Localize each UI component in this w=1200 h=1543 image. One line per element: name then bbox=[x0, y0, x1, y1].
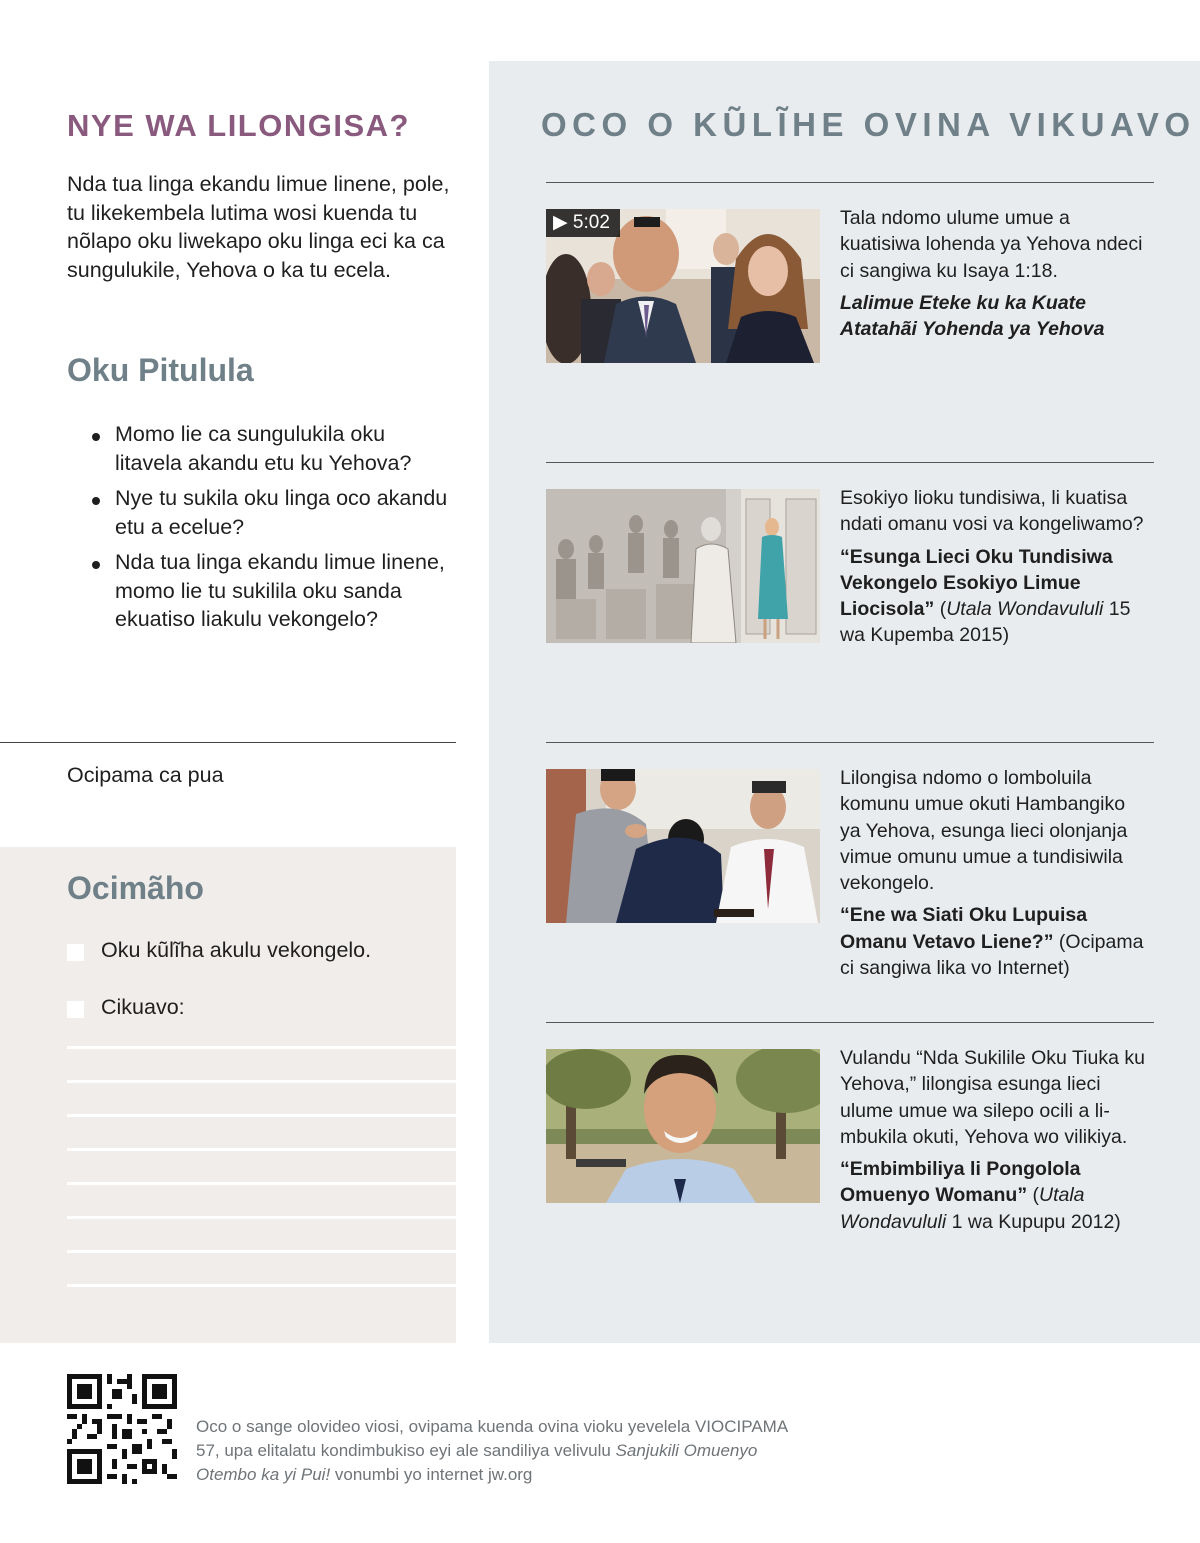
qr-code-icon[interactable] bbox=[67, 1374, 177, 1484]
footer-note: Oco o sange olovideo viosi, ovipama kuenda ovina vioku yevelela VIOCIPAMA 57, upa elitalatu kondimbukiso eyi ale sandiliya velivulu Sanjukili Omuenyo Otembo ka yi Pui! vonumbi yo internet jw.org bbox=[196, 1417, 788, 1484]
play-icon: ▶ bbox=[553, 212, 568, 233]
writing-line[interactable] bbox=[67, 1046, 456, 1049]
resource-description: Esokiyo lioku tundisiwa, li kuatisa ndati omanu vosi va kongeliwamo? bbox=[840, 487, 1144, 536]
resource-description: Vulandu “Nda Sukilile Oku Tiuka ku Yehova,” lilongisa esunga lieci ulume umue wa silepo ocili a limbukila okuti, Yehova wo vilikiya. bbox=[840, 1047, 1145, 1148]
goal-heading: Ocimãho bbox=[67, 870, 204, 906]
resource-item bbox=[840, 205, 1150, 342]
resource-description: Lilongisa ndomo o lomboluila komunu umue okuti Hambangiko ya Yehova, esunga lieci olonjanja vimue omunu umue a tundisiwila vekongelo. bbox=[840, 767, 1128, 895]
qr-code-graphic bbox=[67, 1374, 177, 1484]
assigned-label: Ocipama ca pua bbox=[67, 763, 224, 787]
divider bbox=[546, 1022, 1154, 1023]
writing-line[interactable] bbox=[67, 1114, 456, 1117]
goal-box bbox=[0, 847, 456, 1343]
resource-description: Tala ndomo ulume umue a kuatisiwa lohenda ya Yehova ndeci ci sangiwa ku Isaya 1:18. bbox=[840, 207, 1143, 282]
writing-line[interactable] bbox=[67, 1250, 456, 1253]
divider bbox=[546, 462, 1154, 463]
resource-item bbox=[840, 1045, 1150, 1235]
book-title: Sanjukili Omuenyo Otembo ka yi Pui! bbox=[196, 1441, 758, 1484]
writing-line[interactable] bbox=[67, 1148, 456, 1151]
checkbox[interactable] bbox=[67, 1001, 84, 1018]
resource-reference[interactable]: “Embimbiliya li Pongolola Omuenyo Womanu” (Utala Wondavululi 1 wa Kupupu 2012) bbox=[840, 1158, 1121, 1233]
divider bbox=[546, 742, 1154, 743]
review-heading: Oku Pitulula bbox=[67, 352, 254, 388]
resource-item bbox=[840, 485, 1150, 649]
checkbox[interactable] bbox=[67, 944, 84, 961]
article-illustration bbox=[546, 489, 820, 643]
page-heading: NYE WA LILONGISA? bbox=[67, 108, 410, 143]
bullet-icon bbox=[92, 433, 100, 441]
writing-line[interactable] bbox=[67, 1080, 456, 1083]
writing-line[interactable] bbox=[67, 1216, 456, 1219]
resource-reference[interactable]: “Ene wa Siati Oku Lupuisa Omanu Vetavo Liene?” (Ocipama ci sangiwa lika vo Internet) bbox=[840, 904, 1144, 980]
video-thumbnail[interactable] bbox=[546, 209, 820, 363]
checkbox-label: Oku kũlĩha akulu vekongelo. bbox=[101, 938, 372, 962]
divider bbox=[546, 182, 1154, 183]
resource-reference[interactable]: “Esunga Lieci Oku Tundisiwa Vekongelo Esokiyo Limue Liocisola” (Utala Wondavululi 15 wa Kupemba 2015) bbox=[840, 545, 1131, 647]
resource-item bbox=[840, 765, 1150, 981]
checkbox-label: Cikuavo: bbox=[101, 995, 185, 1019]
writing-line[interactable] bbox=[67, 1182, 456, 1185]
video-duration-badge: ▶ 5:02 bbox=[546, 209, 620, 237]
divider bbox=[0, 742, 456, 743]
article-image bbox=[546, 769, 820, 923]
review-question: Nda tua linga ekandu limue linene, momo lie tu sukilila oku sanda ekuatiso liakulu vekongelo? bbox=[92, 548, 452, 634]
bullet-icon bbox=[92, 561, 100, 569]
intro-paragraph: Nda tua linga ekandu limue linene, pole, tu likekembela lutima wosi kuenda tu nõlapo oku liwekapo oku linga eci ka ca sungulukile, Yehova o ka tu ecela. bbox=[67, 172, 450, 282]
elders-meeting-image bbox=[546, 769, 820, 923]
congregation-sketch-image bbox=[546, 489, 820, 643]
article-image bbox=[546, 1049, 820, 1203]
writing-line[interactable] bbox=[67, 1284, 456, 1287]
review-question: Nye tu sukila oku linga oco akandu etu a ecelue? bbox=[92, 484, 452, 541]
review-questions bbox=[92, 420, 452, 641]
resource-reference[interactable]: Lalimue Eteke ku ka Kuate Atatahãi Yohenda ya Yehova bbox=[840, 291, 1105, 341]
smiling-man-park-image bbox=[546, 1049, 820, 1203]
review-question: Momo lie ca sungulukila oku litavela akandu etu ku Yehova? bbox=[92, 420, 452, 477]
bullet-icon bbox=[92, 497, 100, 505]
resources-heading: OCO O KŨLĨHE OVINA VIKUAVO bbox=[541, 106, 1196, 143]
